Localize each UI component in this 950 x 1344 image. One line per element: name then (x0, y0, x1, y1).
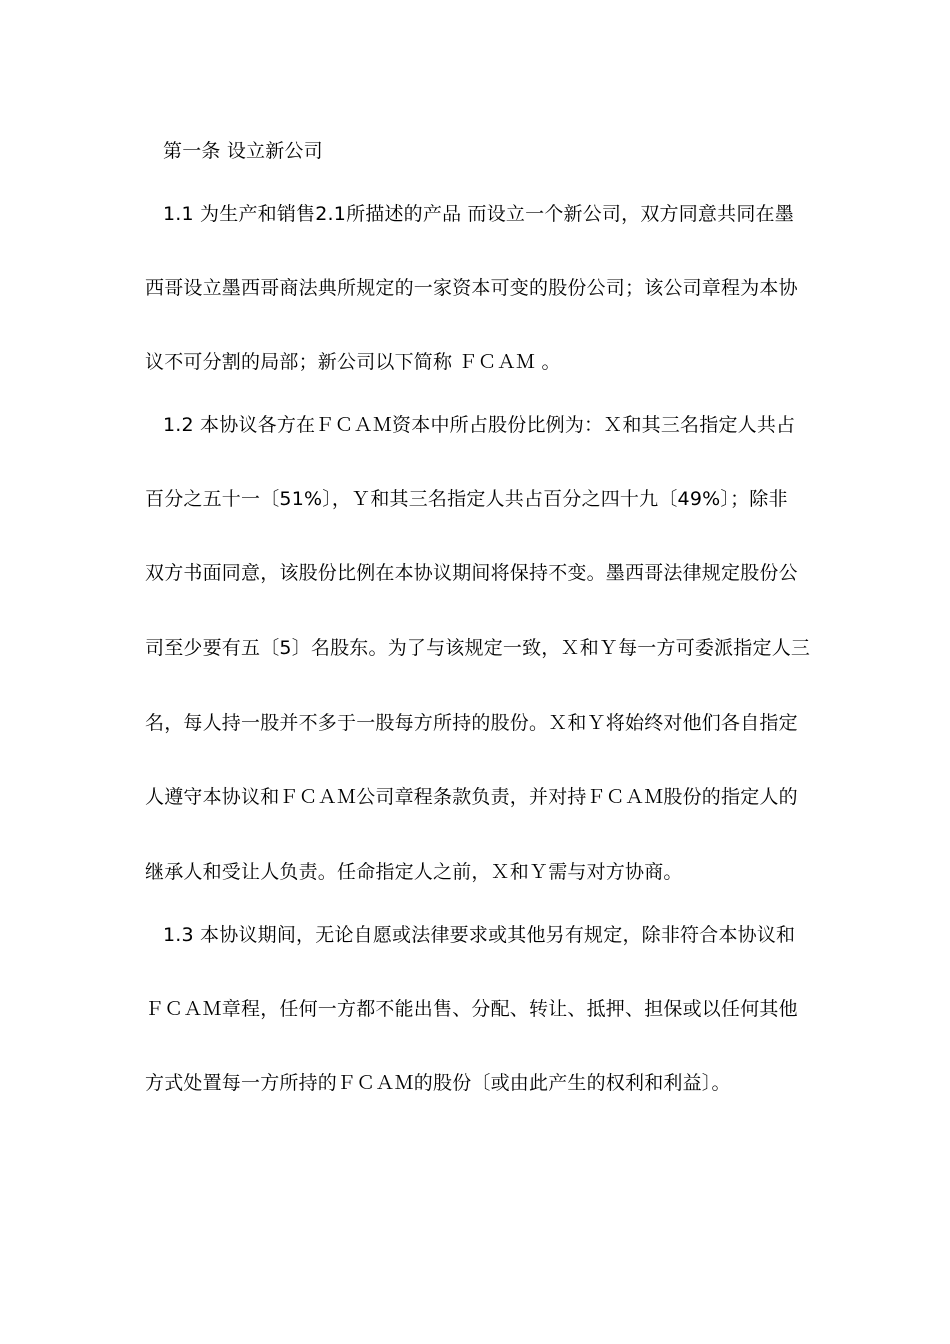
paragraph-line: 1.2 本协议各方在ＦＣＡＭ资本中所占股份比例为：Ｘ和其三名指定人共占 (163, 414, 796, 436)
article-heading: 第一条 设立新公司 (163, 140, 323, 162)
paragraph-line: 名，每人持一股并不多于一股每方所持的股份。Ｘ和Ｙ将始终对他们各自指定 (145, 712, 798, 734)
paragraph-line: 1.1 为生产和销售2.1所描述的产品 而设立一个新公司，双方同意共同在墨 (163, 203, 794, 225)
paragraph-line: 继承人和受让人负责。任命指定人之前，Ｘ和Ｙ需与对方协商。 (145, 861, 683, 883)
paragraph-line: 司至少要有五〔5〕名股东。为了与该规定一致，Ｘ和Ｙ每一方可委派指定人三 (145, 637, 811, 659)
paragraph-line: ＦＣＡＭ章程，任何一方都不能出售、分配、转让、抵押、担保或以任何其他 (145, 998, 798, 1020)
paragraph-line: 1.3 本协议期间，无论自愿或法律要求或其他另有规定，除非符合本协议和 (163, 924, 796, 946)
paragraph-line: 方式处置每一方所持的ＦＣＡＭ的股份〔或由此产生的权利和利益〕。 (145, 1072, 731, 1094)
paragraph-line: 双方书面同意，该股份比例在本协议期间将保持不变。墨西哥法律规定股份公 (145, 562, 798, 584)
paragraph-line: 人遵守本协议和ＦＣＡＭ公司章程条款负责，并对持ＦＣＡＭ股份的指定人的 (145, 786, 798, 808)
paragraph-line: 百分之五十一〔51%〕，Ｙ和其三名指定人共占百分之四十九〔49%〕；除非 (145, 488, 788, 510)
paragraph-line: 西哥设立墨西哥商法典所规定的一家资本可变的股份公司；该公司章程为本协 (145, 277, 798, 299)
paragraph-line: 议不可分割的局部；新公司以下简称 ＦＣＡＭ 。 (145, 351, 561, 373)
